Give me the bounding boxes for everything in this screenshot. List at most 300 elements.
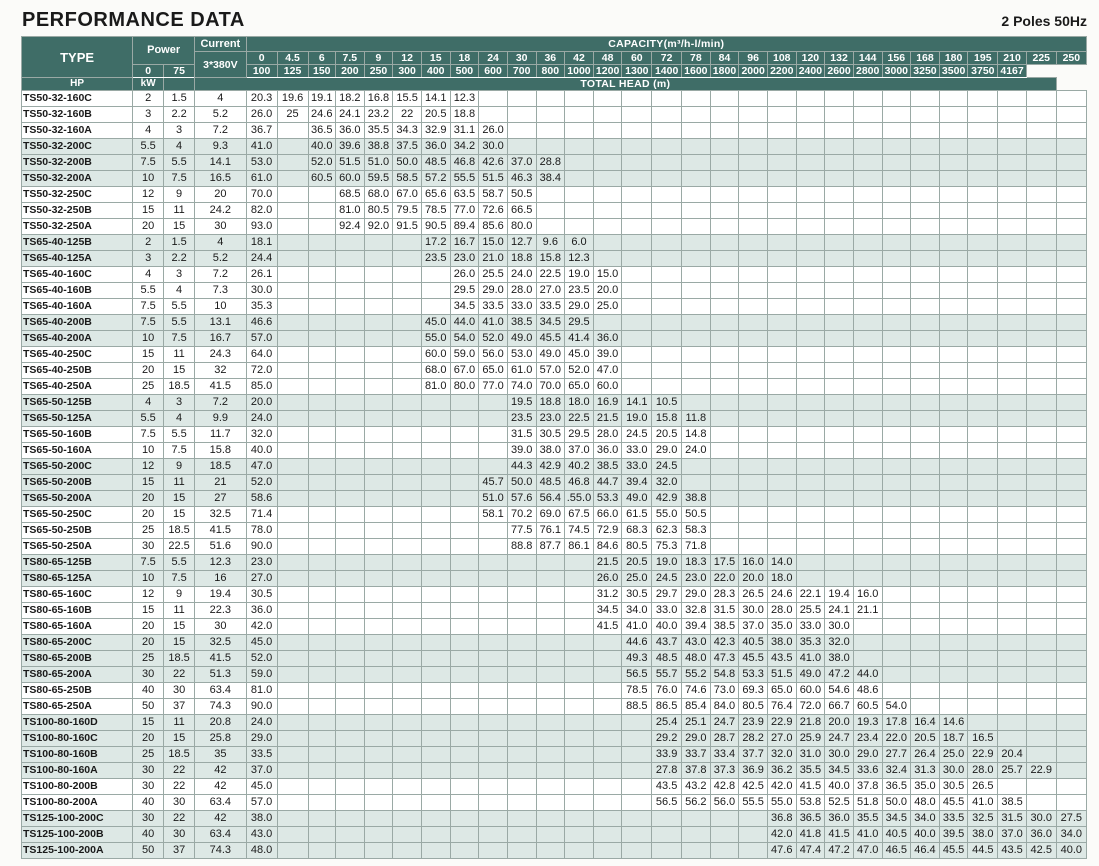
pump-type: TS100-80-160C xyxy=(22,731,133,747)
power-hp: 5.5 xyxy=(133,283,164,299)
head-cell: 40.0 xyxy=(246,443,277,459)
head-cell xyxy=(796,203,825,219)
head-cell: 22.5 xyxy=(565,411,594,427)
head-cell xyxy=(336,331,365,347)
head-cell: 44.0 xyxy=(450,315,479,331)
head-cell xyxy=(277,315,308,331)
capacity-lmin-19: 2000 xyxy=(739,65,768,78)
head-cell: 49.0 xyxy=(507,331,536,347)
head-cell xyxy=(911,203,940,219)
head-cell xyxy=(853,427,882,443)
head-cell xyxy=(939,667,968,683)
head-cell: 20.0 xyxy=(593,283,622,299)
head-cell: 18.3 xyxy=(682,555,711,571)
pump-type: TS65-50-160B xyxy=(22,427,133,443)
head-cell xyxy=(622,731,652,747)
head-cell xyxy=(739,379,768,395)
head-cell xyxy=(968,315,998,331)
head-cell xyxy=(336,731,365,747)
head-cell: 34.5 xyxy=(536,315,565,331)
table-row xyxy=(22,107,1087,123)
head-cell xyxy=(393,427,422,443)
head-cell xyxy=(652,219,682,235)
capacity-m3h-7: 18 xyxy=(450,52,479,65)
head-cell xyxy=(393,587,422,603)
head-cell xyxy=(450,651,479,667)
head-cell: 33.7 xyxy=(682,747,711,763)
head-cell xyxy=(1056,667,1086,683)
head-cell xyxy=(853,107,882,123)
head-cell xyxy=(939,555,968,571)
head-cell xyxy=(767,427,796,443)
head-cell xyxy=(853,219,882,235)
head-cell xyxy=(1056,699,1086,715)
head-cell: 69.3 xyxy=(739,683,768,699)
head-cell: 91.5 xyxy=(393,219,422,235)
head-cell xyxy=(277,171,308,187)
power-hp: 20 xyxy=(133,219,164,235)
head-cell: 16.5 xyxy=(968,731,998,747)
table-row xyxy=(22,651,1087,667)
power-hp: 4 xyxy=(133,395,164,411)
current-value: 20 xyxy=(195,187,247,203)
head-cell xyxy=(364,539,393,555)
capacity-header: CAPACITY(m³/h-l/min) xyxy=(246,37,1086,52)
head-cell: 27.0 xyxy=(246,571,277,587)
head-cell xyxy=(1026,267,1056,283)
head-cell: 30.0 xyxy=(479,139,508,155)
head-cell: 40.0 xyxy=(825,779,854,795)
head-cell xyxy=(450,427,479,443)
head-cell xyxy=(825,187,854,203)
head-cell xyxy=(364,299,393,315)
head-cell: 29.0 xyxy=(682,587,711,603)
capacity-m3h-27: 225 xyxy=(1026,52,1056,65)
head-cell xyxy=(911,491,940,507)
head-cell xyxy=(565,123,594,139)
head-cell xyxy=(336,699,365,715)
capacity-m3h-6: 15 xyxy=(421,52,450,65)
head-cell xyxy=(1056,683,1086,699)
head-cell: 33.5 xyxy=(479,299,508,315)
head-cell xyxy=(882,395,911,411)
head-cell xyxy=(853,315,882,331)
head-cell xyxy=(825,539,854,555)
current-value: 24.2 xyxy=(195,203,247,219)
head-cell: 31.5 xyxy=(710,603,739,619)
head-cell: 28.0 xyxy=(767,603,796,619)
head-cell: 65.0 xyxy=(479,363,508,379)
head-cell xyxy=(682,475,711,491)
current-value: 51.6 xyxy=(195,539,247,555)
head-cell xyxy=(939,539,968,555)
power-hp: 2 xyxy=(133,235,164,251)
head-cell xyxy=(998,187,1027,203)
head-cell: 54.6 xyxy=(825,683,854,699)
capacity-lmin-1: 75 xyxy=(164,65,195,78)
head-cell xyxy=(421,427,450,443)
head-cell xyxy=(853,651,882,667)
head-cell xyxy=(336,507,365,523)
head-cell xyxy=(277,283,308,299)
power-hp: 20 xyxy=(133,363,164,379)
head-cell xyxy=(364,651,393,667)
power-kw: 3 xyxy=(164,395,195,411)
head-cell xyxy=(939,315,968,331)
head-cell: 77.0 xyxy=(479,379,508,395)
table-row xyxy=(22,379,1087,395)
head-cell xyxy=(479,651,508,667)
head-cell xyxy=(968,395,998,411)
head-cell xyxy=(450,475,479,491)
head-cell: 45.0 xyxy=(246,635,277,651)
power-hp: 3 xyxy=(133,251,164,267)
head-cell: 31.0 xyxy=(796,747,825,763)
head-cell xyxy=(450,555,479,571)
head-cell xyxy=(565,187,594,203)
head-cell xyxy=(421,283,450,299)
head-cell: 25.0 xyxy=(622,571,652,587)
head-cell xyxy=(393,443,422,459)
head-cell: 47.0 xyxy=(593,363,622,379)
head-cell xyxy=(507,811,536,827)
head-cell xyxy=(911,315,940,331)
head-cell xyxy=(1056,379,1086,395)
head-cell: 55.5 xyxy=(739,795,768,811)
head-cell: 66.5 xyxy=(507,203,536,219)
head-cell: 37.3 xyxy=(710,763,739,779)
head-cell xyxy=(277,731,308,747)
head-cell: 47.0 xyxy=(853,843,882,859)
head-cell: 15.0 xyxy=(479,235,508,251)
head-cell: 25.5 xyxy=(479,267,508,283)
head-cell xyxy=(825,139,854,155)
head-cell xyxy=(1026,555,1056,571)
head-cell xyxy=(968,155,998,171)
head-cell: 50.5 xyxy=(507,187,536,203)
head-cell xyxy=(911,107,940,123)
power-kw: 4 xyxy=(164,411,195,427)
performance-table xyxy=(21,36,1087,859)
head-cell xyxy=(622,779,652,795)
head-cell xyxy=(767,155,796,171)
head-cell: 45.7 xyxy=(479,475,508,491)
head-cell: 81.0 xyxy=(336,203,365,219)
head-cell xyxy=(1026,331,1056,347)
capacity-m3h-13: 60 xyxy=(622,52,652,65)
head-cell xyxy=(853,635,882,651)
head-cell: 34.0 xyxy=(1056,827,1086,843)
head-cell: 78.5 xyxy=(622,683,652,699)
current-value: 7.2 xyxy=(195,123,247,139)
head-cell: 18.0 xyxy=(767,571,796,587)
head-cell xyxy=(308,683,336,699)
power-kw: 22 xyxy=(164,667,195,683)
head-cell xyxy=(622,299,652,315)
head-cell xyxy=(450,507,479,523)
head-cell xyxy=(939,571,968,587)
head-cell: 29.0 xyxy=(479,283,508,299)
head-cell xyxy=(767,331,796,347)
current-value: 9.3 xyxy=(195,139,247,155)
head-cell xyxy=(710,427,739,443)
head-cell: 29.5 xyxy=(450,283,479,299)
head-cell xyxy=(968,427,998,443)
head-cell xyxy=(682,235,711,251)
current-value: 16.5 xyxy=(195,171,247,187)
current-value: 41.5 xyxy=(195,379,247,395)
head-cell xyxy=(739,475,768,491)
head-cell: 65.6 xyxy=(421,187,450,203)
head-cell: 46.8 xyxy=(565,475,594,491)
head-cell xyxy=(998,347,1027,363)
head-cell: 32.5 xyxy=(968,811,998,827)
power-hp: 5.5 xyxy=(133,139,164,155)
table-row xyxy=(22,491,1087,507)
head-cell xyxy=(1056,363,1086,379)
head-cell: 42.8 xyxy=(710,779,739,795)
head-cell xyxy=(593,235,622,251)
head-cell xyxy=(421,523,450,539)
head-cell xyxy=(998,107,1027,123)
head-cell: 43.5 xyxy=(998,843,1027,859)
head-cell xyxy=(277,811,308,827)
head-cell xyxy=(364,683,393,699)
head-cell xyxy=(739,267,768,283)
head-cell xyxy=(277,203,308,219)
head-cell xyxy=(393,555,422,571)
capacity-m3h-21: 144 xyxy=(853,52,882,65)
head-cell xyxy=(1026,187,1056,203)
head-cell xyxy=(450,523,479,539)
head-cell xyxy=(450,411,479,427)
head-cell: 45.5 xyxy=(939,843,968,859)
head-cell: 20.5 xyxy=(421,107,450,123)
head-cell xyxy=(622,107,652,123)
head-cell xyxy=(1056,539,1086,555)
head-cell: 42.5 xyxy=(739,779,768,795)
head-cell xyxy=(825,379,854,395)
head-cell xyxy=(450,763,479,779)
head-cell xyxy=(739,251,768,267)
head-cell xyxy=(1026,411,1056,427)
head-cell xyxy=(767,123,796,139)
head-cell xyxy=(593,251,622,267)
head-cell: 25.0 xyxy=(939,747,968,763)
head-cell: 93.0 xyxy=(246,219,277,235)
pump-type: TS65-40-200A xyxy=(22,331,133,347)
current-value: 74.3 xyxy=(195,699,247,715)
head-cell: 56.4 xyxy=(536,491,565,507)
head-cell: 67.0 xyxy=(450,363,479,379)
head-cell: 74.0 xyxy=(507,379,536,395)
head-cell xyxy=(1056,475,1086,491)
head-cell: 55.0 xyxy=(421,331,450,347)
power-kw: 11 xyxy=(164,715,195,731)
head-cell: 44.3 xyxy=(507,459,536,475)
capacity-lmin-20: 2200 xyxy=(767,65,796,78)
capacity-lmin-5: 200 xyxy=(336,65,365,78)
head-cell xyxy=(882,443,911,459)
head-cell xyxy=(336,347,365,363)
head-cell: 59.0 xyxy=(450,347,479,363)
head-cell xyxy=(308,651,336,667)
head-cell: 51.5 xyxy=(767,667,796,683)
head-cell xyxy=(1056,779,1086,795)
head-cell: 39.6 xyxy=(336,139,365,155)
head-cell: 46.3 xyxy=(507,171,536,187)
head-cell xyxy=(277,123,308,139)
head-cell: 31.2 xyxy=(593,587,622,603)
head-cell xyxy=(308,555,336,571)
head-cell xyxy=(536,587,565,603)
head-cell xyxy=(336,827,365,843)
head-cell xyxy=(968,715,998,731)
head-cell xyxy=(853,155,882,171)
head-cell xyxy=(710,171,739,187)
head-cell: 24.5 xyxy=(652,459,682,475)
head-cell xyxy=(682,827,711,843)
head-cell xyxy=(393,347,422,363)
head-cell xyxy=(308,267,336,283)
head-cell xyxy=(767,171,796,187)
power-kw: 2.2 xyxy=(164,251,195,267)
head-cell: 25 xyxy=(277,107,308,123)
head-cell xyxy=(767,299,796,315)
head-cell xyxy=(277,699,308,715)
head-cell xyxy=(682,347,711,363)
pump-type: TS50-32-160A xyxy=(22,123,133,139)
head-cell xyxy=(277,843,308,859)
head-cell: 33.5 xyxy=(536,299,565,315)
table-row xyxy=(22,411,1087,427)
head-cell xyxy=(998,315,1027,331)
head-cell xyxy=(911,427,940,443)
head-cell xyxy=(767,203,796,219)
power-hp: 20 xyxy=(133,507,164,523)
head-cell xyxy=(336,379,365,395)
head-cell xyxy=(593,171,622,187)
capacity-m3h-10: 36 xyxy=(536,52,565,65)
head-cell xyxy=(364,331,393,347)
capacity-lmin-21: 2400 xyxy=(796,65,825,78)
head-cell xyxy=(421,683,450,699)
pump-type: TS65-50-250C xyxy=(22,507,133,523)
head-cell xyxy=(1026,491,1056,507)
head-cell xyxy=(622,811,652,827)
table-row xyxy=(22,795,1087,811)
table-row xyxy=(22,347,1087,363)
head-cell xyxy=(911,651,940,667)
head-cell xyxy=(739,91,768,107)
head-cell xyxy=(882,91,911,107)
head-cell xyxy=(911,235,940,251)
current-value: 7.3 xyxy=(195,283,247,299)
head-cell: 48.5 xyxy=(536,475,565,491)
head-cell: 15.8 xyxy=(652,411,682,427)
head-cell: 35.3 xyxy=(796,635,825,651)
head-cell xyxy=(393,571,422,587)
head-cell xyxy=(336,795,365,811)
head-cell: 14.1 xyxy=(421,91,450,107)
head-cell xyxy=(450,587,479,603)
head-cell xyxy=(882,555,911,571)
head-cell: 39.0 xyxy=(507,443,536,459)
head-cell: 78.0 xyxy=(246,523,277,539)
head-cell: 19.0 xyxy=(565,267,594,283)
head-cell xyxy=(507,107,536,123)
head-cell xyxy=(565,827,594,843)
head-cell xyxy=(998,779,1027,795)
power-hp: 25 xyxy=(133,747,164,763)
head-cell xyxy=(277,347,308,363)
head-cell: 74.6 xyxy=(682,683,711,699)
head-cell xyxy=(450,731,479,747)
head-cell xyxy=(968,571,998,587)
head-cell xyxy=(939,187,968,203)
head-cell xyxy=(853,299,882,315)
head-cell xyxy=(1026,507,1056,523)
head-cell: 35.0 xyxy=(911,779,940,795)
head-cell: 18.0 xyxy=(565,395,594,411)
head-cell xyxy=(364,603,393,619)
head-cell: 26.5 xyxy=(968,779,998,795)
pump-type: TS65-40-125A xyxy=(22,251,133,267)
head-cell xyxy=(796,187,825,203)
head-cell xyxy=(479,747,508,763)
head-cell xyxy=(739,411,768,427)
head-cell: 47.2 xyxy=(825,667,854,683)
head-cell xyxy=(450,459,479,475)
table-row xyxy=(22,203,1087,219)
head-cell xyxy=(853,235,882,251)
head-cell xyxy=(393,667,422,683)
head-cell: 39.5 xyxy=(939,827,968,843)
head-cell: 24.1 xyxy=(825,603,854,619)
head-cell: 19.6 xyxy=(277,91,308,107)
head-cell xyxy=(911,699,940,715)
head-cell xyxy=(682,283,711,299)
head-cell xyxy=(277,475,308,491)
head-cell xyxy=(393,779,422,795)
head-cell xyxy=(882,187,911,203)
head-cell xyxy=(1056,235,1086,251)
head-cell xyxy=(393,539,422,555)
power-hp: 25 xyxy=(133,523,164,539)
head-cell xyxy=(739,523,768,539)
capacity-lmin-18: 1800 xyxy=(710,65,739,78)
head-cell xyxy=(364,779,393,795)
head-cell xyxy=(565,619,594,635)
head-cell xyxy=(825,219,854,235)
head-cell: 53.3 xyxy=(593,491,622,507)
head-cell xyxy=(652,843,682,859)
head-cell xyxy=(622,139,652,155)
head-cell xyxy=(565,603,594,619)
head-cell: 36.0 xyxy=(1026,827,1056,843)
head-cell xyxy=(939,251,968,267)
head-cell xyxy=(507,635,536,651)
head-cell xyxy=(308,459,336,475)
head-cell xyxy=(565,763,594,779)
head-cell xyxy=(536,843,565,859)
table-row xyxy=(22,331,1087,347)
head-cell xyxy=(939,155,968,171)
pump-type: TS80-65-250B xyxy=(22,683,133,699)
head-cell xyxy=(882,683,911,699)
head-cell: 85.6 xyxy=(479,219,508,235)
head-cell: 39.4 xyxy=(622,475,652,491)
